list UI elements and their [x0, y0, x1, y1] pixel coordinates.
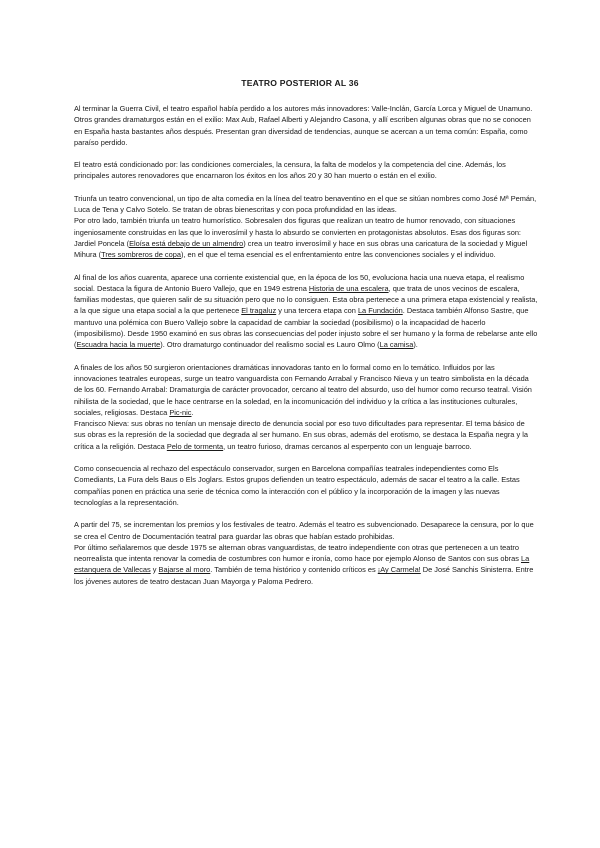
- paragraph-text: Como consecuencia al rechazo del espectáculo conservador, surgen en Barcelona compañías teatrales independientes como Els Comediants, La Fura dels Baus o Els Joglars. Estos grupos defienden un teatro espectáculo, además de sacar el teatro a la calle. Estas compañías ponen en práctica una serie de técnica como la interacción con el público y la incorporación de la imagen y las nuevas tecnologías a la representación.: [74, 464, 520, 507]
- paragraph-spacer: [74, 351, 538, 362]
- paragraph-text: .: [191, 407, 194, 417]
- paragraph-spacer: [74, 261, 538, 272]
- work-title: Bajarse al moro: [158, 565, 211, 575]
- paragraph-text: y: [150, 565, 159, 575]
- paragraph-text: Al terminar la Guerra Civil, el teatro español había perdido a los autores más innovadores: Valle-Inclán, García Lorca y Miguel de Unamuno. Otros grandes dramaturgos están en el exilio: Max Aub, Rafael Alberti y Alejandro Casona, y allí escriben algunas obras que no se conocen en España hasta bastantes años después. Presentan gran diversidad de tendencias, aunque se acercan a un tema común: España, como paraíso perdido.: [74, 104, 533, 147]
- work-title: Eloísa está debajo de un almendro: [129, 238, 244, 248]
- paragraph: [74, 215, 538, 260]
- paragraph-text: ).: [413, 340, 418, 350]
- paragraph: [74, 362, 538, 418]
- paragraph: [74, 418, 538, 452]
- paragraph-text: De José Sanchis Sinisterra. Entre los jóvenes autores de teatro destacan Juan Mayorga y Paloma Pedrero.: [74, 565, 534, 586]
- work-title: Historia de una escalera: [308, 283, 389, 293]
- paragraph-text: Francisco Nieva: sus obras no tenían un mensaje directo de denuncia social por eso tuvo dificultades para representar. El tema básico de sus obras es la represión de la sociedad que degrada al ser humano. En sus obras, además del erotismo, se destaca la España negra y la crítica a la religión. Destaca: [74, 419, 528, 451]
- work-title: Escuadra hacia la muerte: [76, 340, 161, 350]
- work-title: Pelo de tormenta: [166, 441, 224, 451]
- document-title: TEATRO POSTERIOR AL 36: [241, 78, 359, 88]
- paragraph-text: Al final de los años cuarenta, aparece una corriente existencial que, en la época de los 50, evoluciona hacia una nueva etapa, el realismo social. Destaca la figura de Antonio Buero Vallejo, que en 1949 estrena: [74, 272, 525, 293]
- paragraph-text: A partir del 75, se incrementan los premios y los festivales de teatro. Además el teatro es subvencionado. Desaparece la censura, por lo que se crea el Centro de Documentación teatral para guardar las obras que habían estado prohibidas.: [74, 520, 534, 541]
- paragraph: [74, 159, 538, 182]
- paragraph-text: , que trata de unos vecinos de escalera, familias modestas, que quieren salir de su situación pero que no lo consiguen. Esta obra pertenece a una primera etapa existencial y realista, a la que sigue una etapa social a la que pertenece: [74, 283, 538, 316]
- paragraph-spacer: [74, 452, 538, 463]
- document-body: [74, 103, 538, 587]
- paragraph-text: Triunfa un teatro convencional, un tipo de alta comedia en la línea del teatro benaventino en el que se sitúan nombres como José Mª Pemán, Luca de Tena y Calvo Sotelo. Se tratan de obras bienescritas y con poca profundidad en las ideas.: [74, 193, 537, 215]
- work-title: El tragaluz: [241, 306, 277, 316]
- paragraph-text: Por último señalaremos que desde 1975 se alternan obras vanguardistas, de teatro independiente con otras que pertenecen a un teatro neorrealista que intenta renovar la comedia de costumbres con humor e ironía, como hace por ejemplo Alonso de Santos con sus obras: [74, 542, 521, 564]
- work-title: Pic-nic: [169, 407, 192, 417]
- work-title: ¡Ay Carmela!: [377, 565, 421, 575]
- paragraph-spacer: [74, 508, 538, 519]
- paragraph-text: ), en el que el tema esencial es el enfrentamiento entre las convenciones sociales y el individuo.: [180, 250, 496, 260]
- paragraph-text: . Destaca también Alfonso Sastre, que mantuvo una polémica con Buero Vallejo sobre la capacidad de cambiar la sociedad (posibilismo) o la incapacidad de hacerlo (imposibilismo). Desde 1950 examinó en sus obras las consecuencias del poder injusto sobre el ser humano y la forma de rebelarse ante ello (: [74, 306, 538, 350]
- paragraph: [74, 193, 538, 216]
- paragraph-text: Por otro lado, también triunfa un teatro humorístico. Sobresalen dos figuras que realizan un teatro de humor renovado, con situaciones ingeniosamente construidas en las que lo inverosímil y hasta lo absurdo se convierten en protagonistas absolutos. Esas dos figuras son: Jardiel Poncela (: [74, 216, 521, 248]
- paragraph: [74, 542, 538, 587]
- paragraph-spacer: [74, 182, 538, 193]
- paragraph-text: A finales de los años 50 surgieron orientaciones dramáticas innovadoras tanto en lo formal como en lo temático. Influidos por las innovaciones teatrales europeas, surge un teatro vanguardista con Fernando Arrabal y Francisco Nieva y un teatro simbolista en la década de los 60. Fernando Arrabal: Dramaturgia de carácter provocador, cercano al teatro del absurdo, uso del humor como recurso teatral. Visión nihilista de la sociedad, que le hace centrarse en la soledad, en la incomunicación del individuo y la crítica a las instituciones culturales, sociales, religiosas. Destaca: [74, 362, 532, 417]
- paragraph-text: ). Otro dramaturgo continuador del realismo social es Lauro Olmo (: [160, 340, 380, 350]
- paragraph-text: y una tercera etapa con: [276, 306, 358, 316]
- paragraph: [74, 103, 538, 148]
- paragraph: [74, 519, 538, 542]
- paragraph-text: , un teatro furioso, dramas cercanos al esperpento con un lenguaje barroco.: [223, 441, 472, 451]
- work-title: Tres sombreros de copa: [101, 250, 181, 260]
- paragraph-text: ) crea un teatro inverosímil y hace en sus obras una caricatura de la sociedad y Miguel Mihura (: [74, 238, 528, 260]
- paragraph-text: El teatro está condicionado por: las condiciones comerciales, la censura, la falta de modelos y la competencia del cine. Además, los principales autores renovadores que encarnaron los éxitos en los años 20 y 30 han muerto o están en el exilio.: [74, 160, 506, 181]
- paragraph-text: . También de tema histórico y contenido críticos es: [210, 565, 378, 575]
- paragraph: [74, 463, 538, 508]
- work-title: La estanquera de Vallecas: [74, 554, 530, 575]
- work-title: La camisa: [379, 340, 414, 350]
- paragraph: [74, 272, 538, 351]
- paragraph-spacer: [74, 148, 538, 159]
- work-title: La Fundación: [357, 306, 403, 316]
